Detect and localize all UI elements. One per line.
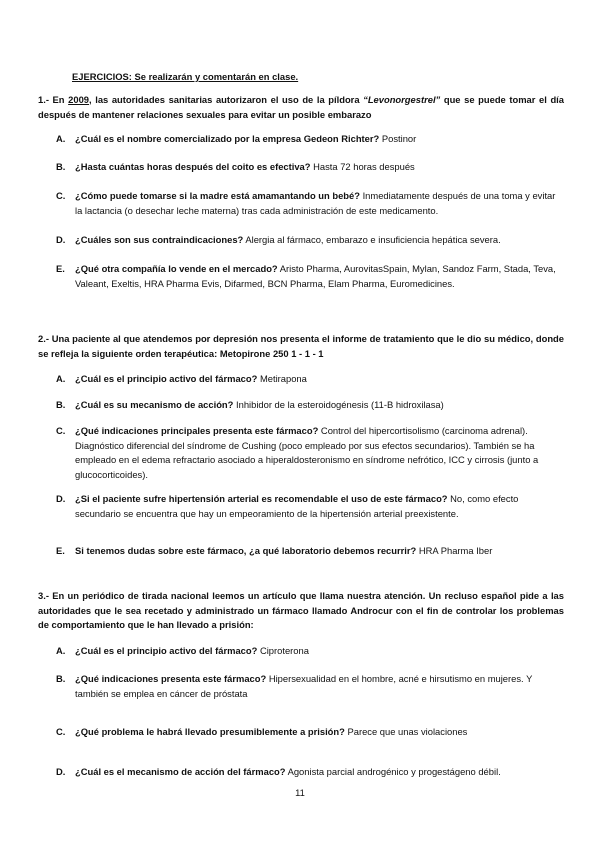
exercise-1-intro-middle: , las autoridades sanitarias autorizaron el uso de la píldora: [89, 94, 364, 105]
exercise-3-item-d: [56, 765, 556, 780]
item-answer: Hasta 72 horas después: [310, 161, 415, 172]
item-answer: HRA Pharma Iber: [416, 545, 493, 556]
exercise-3-item-a: [56, 644, 556, 659]
item-letter: B.: [56, 399, 66, 410]
exercise-1-year: 2009: [68, 94, 89, 105]
item-question: ¿Qué indicaciones presenta este fármaco?: [75, 673, 267, 684]
item-question: ¿Qué problema le habrá llevado presumiblemente a prisión?: [75, 726, 345, 737]
item-question: ¿Cómo puede tomarse si la madre está amamantando un bebé?: [75, 190, 360, 201]
exercise-1-item-b: [56, 160, 556, 175]
item-question: ¿Cuál es el mecanismo de acción del fármaco?: [75, 766, 286, 777]
exercise-1-intro-start: 1.- En: [38, 94, 69, 105]
item-answer: Postinor: [379, 133, 417, 144]
exercise-3-item-b: [56, 672, 556, 701]
exercise-1-drug-name: “Levonorgestrel”: [363, 94, 441, 105]
item-question: ¿Cuál es el principio activo del fármaco?: [75, 373, 258, 384]
item-answer: Metirapona: [257, 373, 307, 384]
item-letter: D.: [56, 493, 66, 504]
item-letter: D.: [56, 234, 66, 245]
exercise-1-item-a: [56, 132, 556, 147]
exercise-1-item-e: [56, 262, 556, 291]
item-answer: Aristo Pharma, AurovitasSpain, Mylan, Sandoz Farm, Stada, Teva, Valeant, Exeltis, HRA Pharma Evis, Difarmed, BCN Pharma, Elam Pharma, Euromedicines.: [75, 263, 556, 289]
exercise-1-item-c: [56, 189, 556, 218]
item-question: ¿Cuál es el principio activo del fármaco?: [75, 645, 258, 656]
item-letter: A.: [56, 373, 66, 384]
item-question: ¿Si el paciente sufre hipertensión arterial es recomendable el uso de este fármaco?: [75, 493, 448, 504]
item-question: ¿Qué indicaciones principales presenta este fármaco?: [75, 425, 319, 436]
item-answer: Control del hipercortisolismo (carcinoma adrenal). Diagnóstico diferencial del síndrome de Cushing (poco empleado por sus efectos secundarios). También se ha empleado en el edema refractario asociado a hiperaldosteronismo en síndrome nefrótico, ICC y cirrosis (junto a glucocorticoides).: [75, 425, 539, 480]
exercise-3-item-c: [56, 725, 556, 740]
exercise-1-item-d: [56, 233, 556, 248]
item-letter: B.: [56, 673, 66, 684]
page-number: 11: [295, 787, 305, 798]
exercise-2-item-a: [56, 372, 556, 387]
item-answer: Agonista parcial androgénico y progestágeno débil.: [285, 766, 501, 777]
item-answer: Ciproterona: [257, 645, 309, 656]
exercise-3-intro: 3.- En un periódico de tirada nacional leemos un artículo que llama nuestra atención. Un recluso español pide a las autoridades que le sea recetado y administrado un fármaco llamado Androcur con el fin de controlar los problemas de comportamiento que le han llevado a prisión:: [38, 590, 564, 631]
item-letter: A.: [56, 645, 66, 656]
exercise-1-intro: [38, 93, 564, 122]
item-answer: No, como efecto secundario se encuentra que hay un empeoramiento de la hipertensión arterial preexistente.: [75, 493, 519, 519]
item-question: ¿Hasta cuántas horas después del coito es efectiva?: [75, 161, 311, 172]
item-question: ¿Cuál es el nombre comercializado por la empresa Gedeon Richter?: [75, 133, 380, 144]
item-answer: Inhibidor de la esteroidogénesis (11-B hidroxilasa): [233, 399, 444, 410]
item-letter: A.: [56, 133, 66, 144]
page-heading: EJERCICIOS: Se realizarán y comentarán en clase.: [72, 71, 299, 82]
item-answer: Inmediatamente después de una toma y evitar la lactancia (o desechar leche materna) tras cada administración de este medicamento.: [75, 190, 556, 216]
exercise-2-item-c: [56, 424, 556, 482]
item-letter: E.: [56, 545, 65, 556]
exercise-2-intro: 2.- Una paciente al que atendemos por depresión nos presenta el informe de tratamiento que le dio su médico, donde se refleja la siguiente orden terapéutica: Metopirone 250 1 - 1 - 1: [38, 333, 564, 359]
item-letter: C.: [56, 425, 66, 436]
exercise-2-item-e: [56, 544, 556, 559]
item-answer: Hipersexualidad en el hombre, acné e hirsutismo en mujeres. Y también se emplea en cáncer de próstata: [75, 673, 533, 699]
item-answer: Parece que unas violaciones: [344, 726, 468, 737]
item-letter: B.: [56, 161, 66, 172]
item-question: Si tenemos dudas sobre este fármaco, ¿a qué laboratorio debemos recurrir?: [75, 545, 417, 556]
item-question: ¿Cuáles son sus contraindicaciones?: [75, 234, 244, 245]
exercise-1-intro-end: que se puede tomar el día después de mantener relaciones sexuales para evitar un posible embarazo: [38, 94, 564, 120]
item-letter: D.: [56, 766, 66, 777]
item-letter: C.: [56, 190, 66, 201]
item-letter: E.: [56, 263, 65, 274]
item-letter: C.: [56, 726, 66, 737]
item-question: ¿Cuál es su mecanismo de acción?: [75, 399, 234, 410]
exercise-2-item-b: [56, 398, 556, 413]
exercise-2-item-d: [56, 492, 556, 521]
item-question: ¿Qué otra compañía lo vende en el mercado?: [75, 263, 278, 274]
item-answer: Alergia al fármaco, embarazo e insuficiencia hepática severa.: [243, 234, 501, 245]
